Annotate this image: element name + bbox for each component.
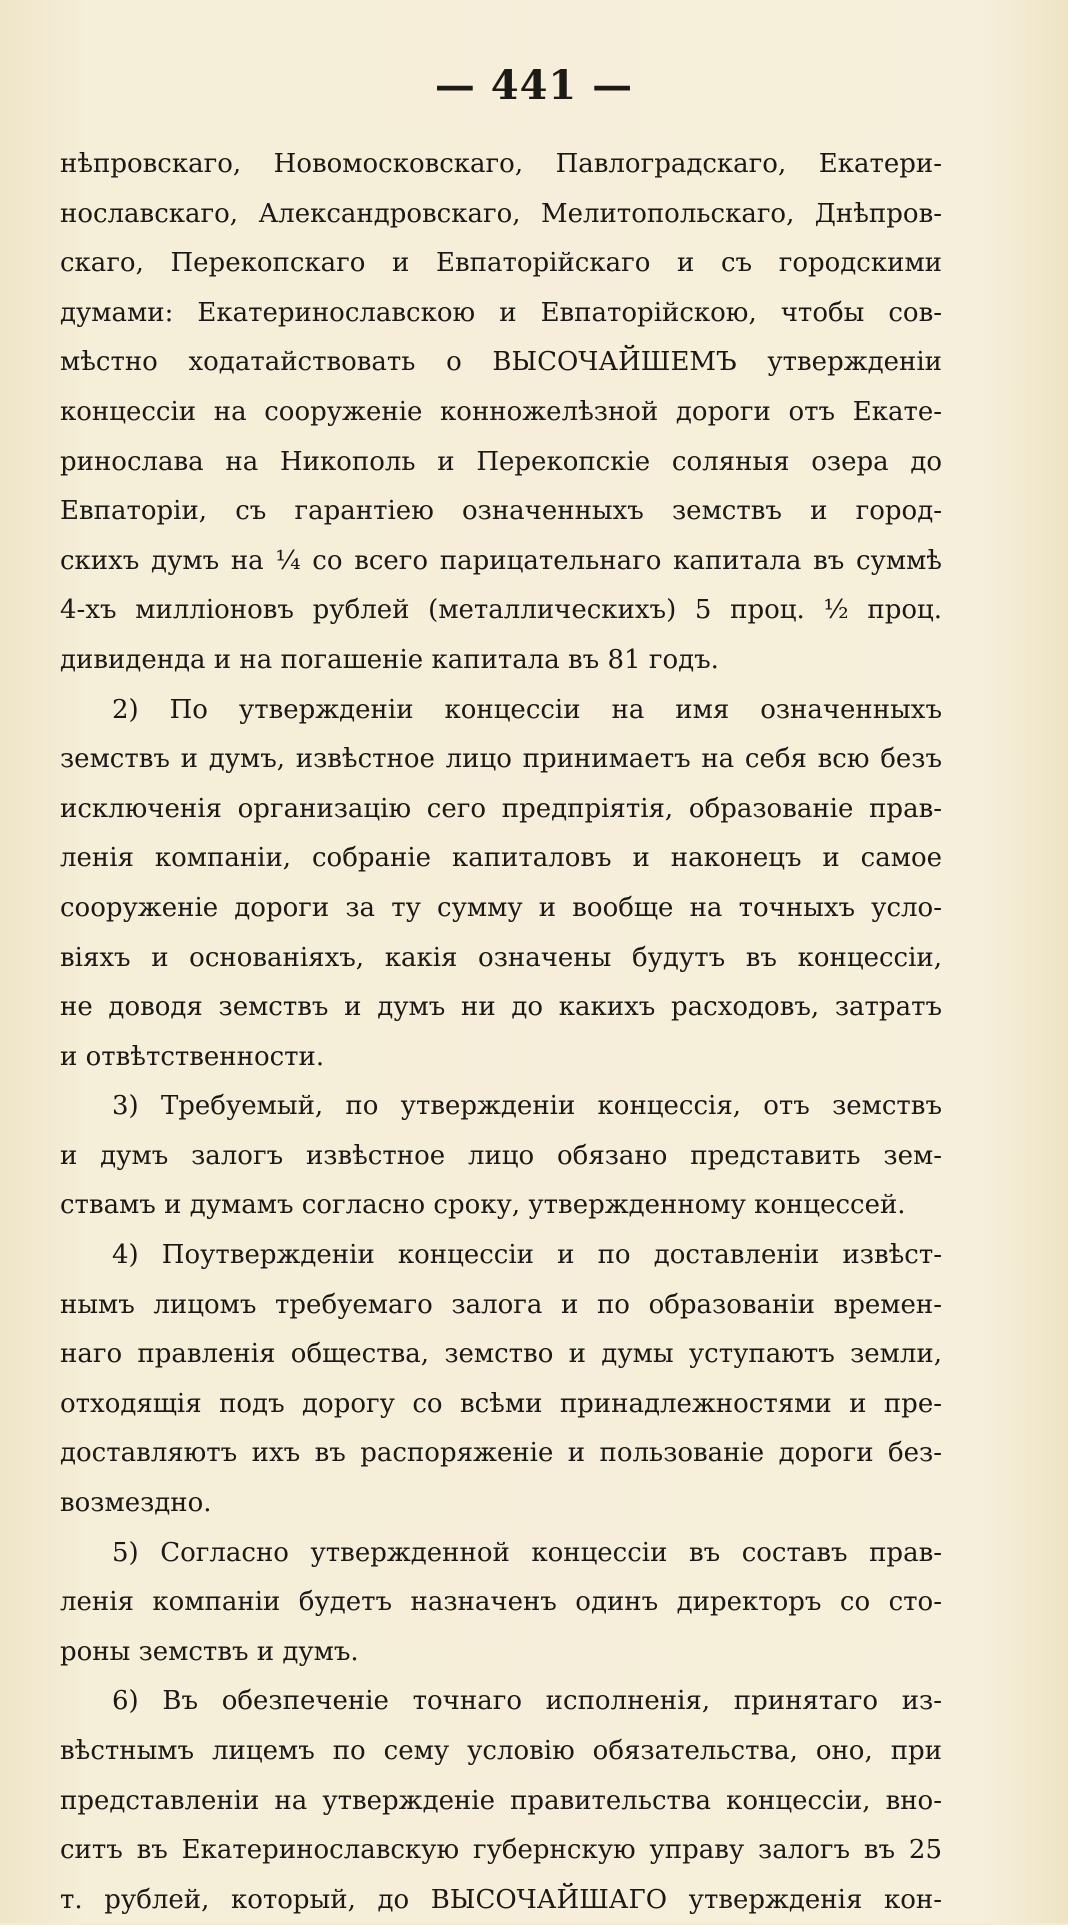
text-line: нѣпровскаго, Новомосковскаго, Павлоградскаго, Екатери-	[60, 149, 942, 179]
text-line: думами: Екатеринославскою и Евпаторійскою, чтобы сов-	[60, 297, 942, 328]
text-line: нославскаго, Александровскаго, Мелитопольскаго, Днѣпров-	[60, 198, 942, 229]
text-line: роны земствъ и думъ.	[60, 1636, 359, 1667]
text-line: концессіи на сооруженіе конножелѣзной дороги отъ Екате-	[60, 396, 942, 427]
text-line: возмездно.	[60, 1488, 212, 1519]
text-line: вѣстнымъ лицемъ по сему условію обязательства, оно, при	[60, 1736, 942, 1766]
text-line: скаго, Перекопскаго и Евпаторійскаго и съ городскими	[60, 248, 942, 279]
paragraph-start-line: 2) По утвержденіи концессіи на имя означенныхъ	[112, 694, 942, 725]
text-line: сооруженіе дороги за ту сумму и вообще на точныхъ усло-	[60, 892, 942, 923]
text-line: не доводя земствъ и думъ ни до какихъ расходовъ, затратъ	[60, 992, 942, 1023]
text-line: ствамъ и думамъ согласно сроку, утвержденному концессей.	[60, 1190, 906, 1221]
body-text	[60, 140, 942, 1925]
paragraph-start-line: 6) Въ обезпеченіе точнаго исполненія, принятаго из-	[112, 1686, 942, 1717]
paragraph-start-line: 5) Согласно утвержденной концессіи въ составъ прав-	[112, 1537, 942, 1568]
text-line: скихъ думъ на ¼ со всего парицательнаго капитала въ суммѣ	[60, 545, 942, 576]
text-line: нымъ лицомъ требуемаго залога и по образованіи времен-	[60, 1289, 942, 1320]
text-line: віяхъ и основаніяхъ, какія означены будутъ въ концессіи,	[60, 942, 942, 973]
text-line: ринослава на Никополь и Перекопскіе соляныя озера до	[60, 446, 942, 477]
text-line: земствъ и думъ, извѣстное лицо принимаетъ на себя всю безъ	[60, 744, 942, 775]
text-line: и отвѣтственности.	[60, 1041, 325, 1072]
text-line: представленіи на утвержденіе правительства концессіи, вно-	[60, 1785, 942, 1816]
paragraph-start-line: 4) Поутвержденіи концессіи и по доставленіи извѣст-	[112, 1240, 942, 1271]
text-line: и думъ залогъ извѣстное лицо обязано представить зем-	[60, 1140, 942, 1171]
text-line: 4-хъ милліоновъ рублей (металлическихъ) 5 проц. ½ проц.	[60, 595, 942, 626]
text-line: Евпаторіи, съ гарантіею означенныхъ земствъ и город-	[60, 496, 942, 527]
text-line: дивиденда и на погашеніе капитала въ 81 годъ.	[60, 644, 719, 675]
text-line: наго правленія общества, земство и думы уступаютъ земли,	[60, 1339, 942, 1370]
text-line: исключенія организацію сего предпріятія, образованіе прав-	[60, 793, 942, 824]
text-line: отходящія подъ дорогу со всѣми принадлежностями и пре-	[60, 1388, 942, 1419]
text-line: ситъ въ Екатеринославскую губернскую управу залогъ въ 25	[60, 1835, 942, 1866]
text-line: доставляютъ ихъ въ распоряженіе и пользованіе дороги без-	[60, 1438, 942, 1469]
text-line: мѣстно ходатайствовать о ВЫСОЧАЙШЕМЪ утвержденіи	[60, 347, 942, 378]
text-line: ленія компаніи, собраніе капиталовъ и наконецъ и самое	[60, 843, 942, 874]
text-line: ленія компаніи будетъ назначенъ одинъ директоръ со сто-	[60, 1587, 942, 1618]
paragraph-start-line: 3) Требуемый, по утвержденіи концессія, отъ земствъ	[112, 1091, 942, 1122]
page-number: — 441 —	[434, 62, 634, 109]
text-line: т. рублей, который, до ВЫСОЧАЙШАГО утвержденія кон-	[60, 1884, 942, 1915]
